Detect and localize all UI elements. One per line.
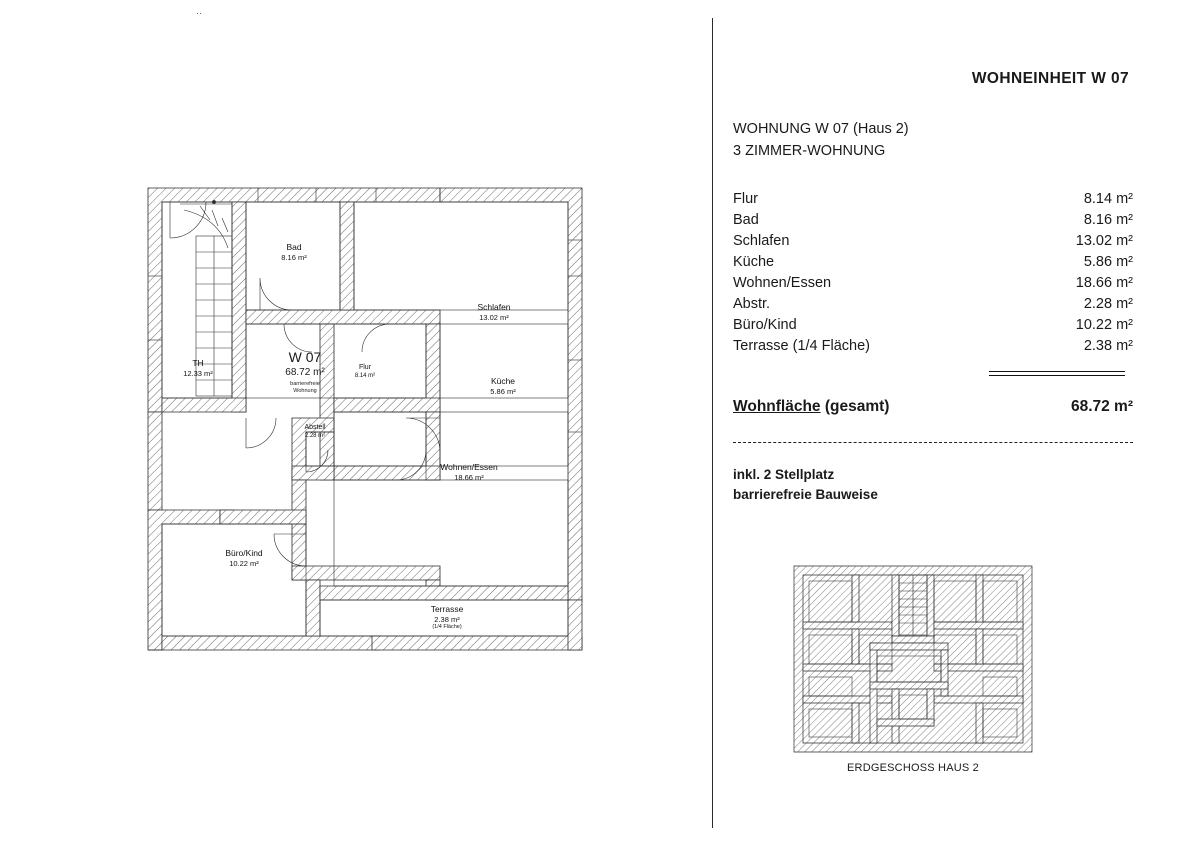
plan-label-buero-kind: Büro/Kind 10.22 m² [225,548,263,568]
plan-label-terrasse: Terrasse 2.38 m² (1/4 Fläche) [430,604,464,630]
room-area-table [733,189,1133,357]
extra-note-line2: barrierefreie Bauweise [733,487,878,503]
plan-label-kueche: Küche 5.86 m² [490,376,516,396]
room-name: Wohnen/Essen [733,275,832,292]
vertical-divider [712,18,713,828]
extra-notes [733,465,1133,506]
table-row [733,231,1133,252]
room-name: Abstr. [733,296,771,313]
total-suffix: (gesamt) [824,397,890,415]
plan-label-flur: Flur 8.14 m² [354,364,376,379]
room-name: Küche [733,254,775,271]
plan-label-bad: Bad 8.16 m² [281,242,307,262]
table-row [733,189,1133,210]
table-row [733,294,1133,315]
legend-panel [733,70,1133,505]
dashed-divider [733,442,1133,443]
unit-code: W 07 [288,349,322,365]
room-area: 13.02 m² [1075,233,1133,250]
unit-note-line1: barrierefreie [290,381,320,388]
room-area: 8.14 m² [1083,191,1133,208]
unit-subtitle-line1: WOHNUNG W 07 (Haus 2) [733,121,909,137]
room-name: Bad [733,212,759,229]
room-area: 5.86 m² [1083,254,1133,271]
table-row [733,336,1133,357]
table-row [733,252,1133,273]
unit-stamp [250,348,360,395]
extra-note-line1: inkl. 2 Stellplatz [733,466,835,482]
total-row [733,398,1133,416]
plan-label-th: TH 12.33 m² [183,358,213,378]
room-name: Büro/Kind [733,317,797,334]
room-area: 18.66 m² [1075,275,1133,292]
unit-subtitle-line2: 3 ZIMMER-WOHNUNG [733,143,886,160]
room-area: 2.28 m² [1083,296,1133,313]
key-plan [788,556,1038,756]
room-area: 8.16 m² [1083,212,1133,229]
total-label: Wohnfläche [733,397,821,415]
room-name: Schlafen [733,233,790,250]
plan-label-wohnen-essen: Wohnen/Essen 18.66 m² [440,462,498,482]
room-name: Flur [733,191,758,208]
total-value: 68.72 m² [1070,397,1133,415]
sum-rule [989,371,1125,376]
unit-note-line2: Wohnung [293,388,317,395]
table-row [733,315,1133,336]
unit-subtitle [733,118,1133,163]
page-title: WOHNEINHEIT W 07 [971,70,1129,87]
corner-mark: ·· [196,8,202,18]
room-name: Terrasse (1/4 Fläche) [733,338,870,355]
room-area: 2.38 m² [1083,338,1133,355]
floor-plan [140,180,600,660]
plan-label-abstell: Abstell 2.28 m² [304,424,326,439]
table-row [733,210,1133,231]
room-area: 10.22 m² [1075,317,1133,334]
unit-area: 68.72 m² [285,367,325,379]
table-row [733,273,1133,294]
plan-label-schlafen: Schlafen 13.02 m² [477,302,511,322]
key-plan-caption: ERDGESCHOSS HAUS 2 [847,762,979,774]
